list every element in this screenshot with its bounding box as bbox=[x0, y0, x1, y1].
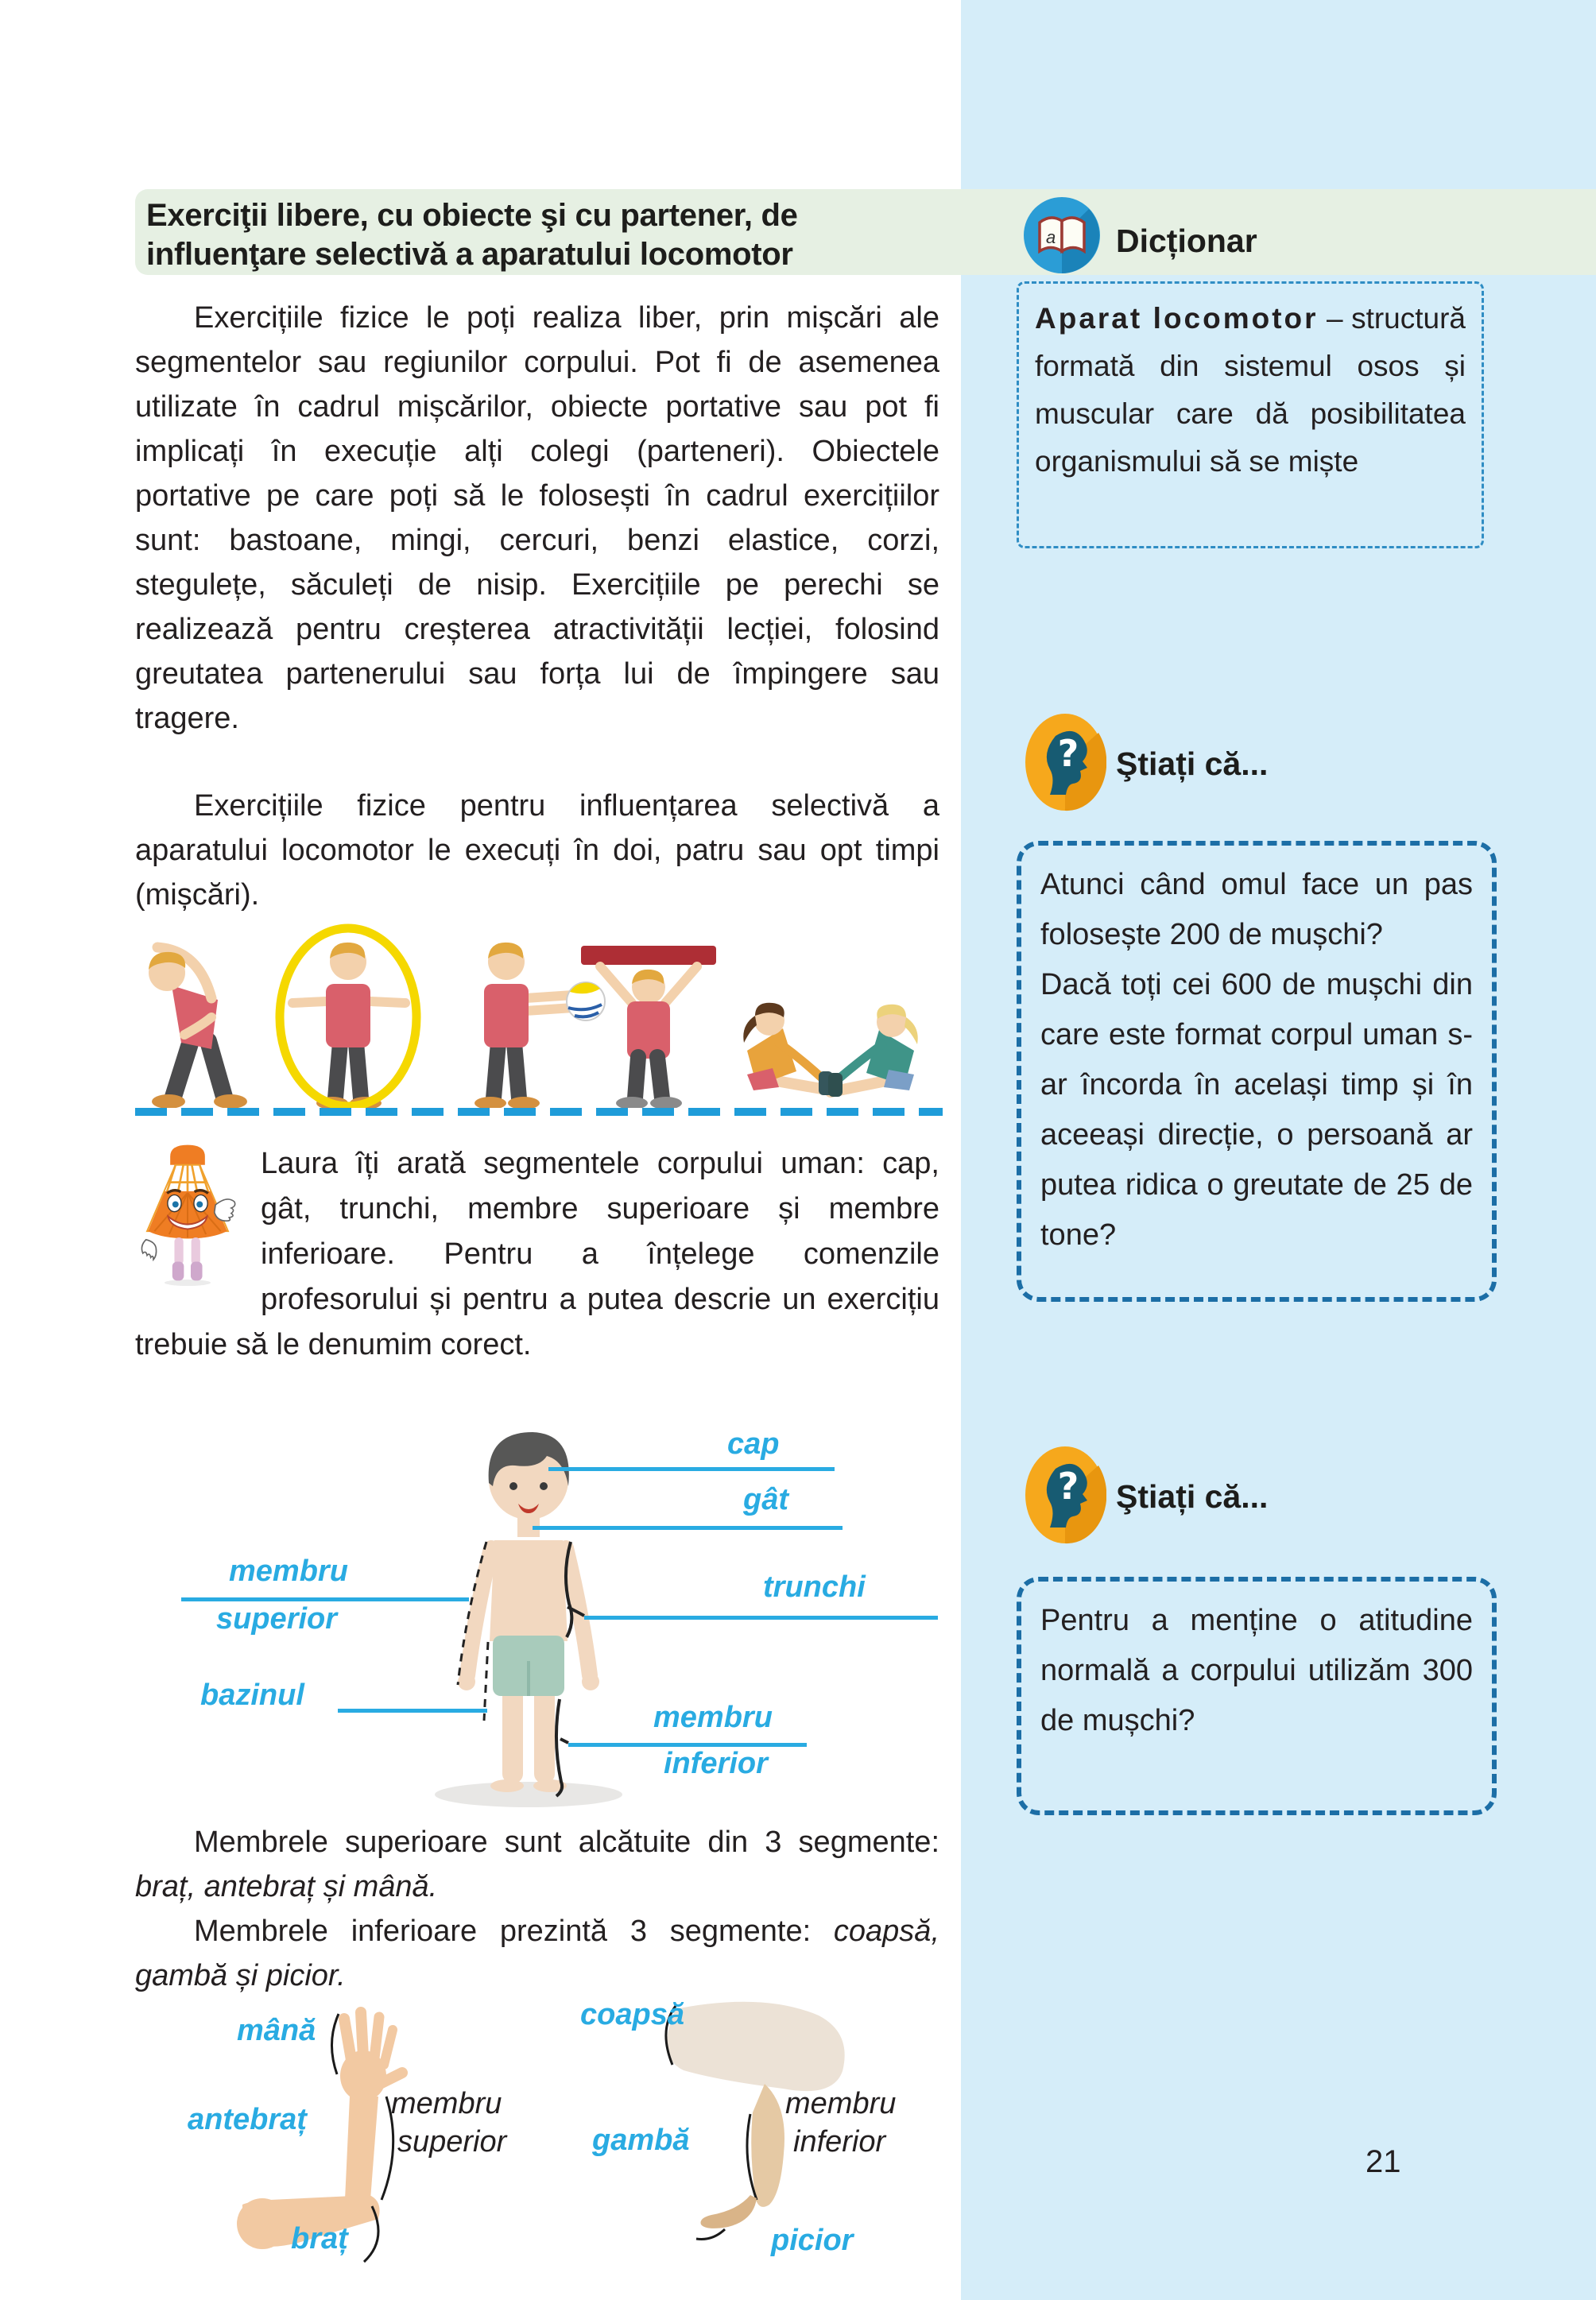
label-membru-superior-2: superior bbox=[216, 1602, 338, 1636]
dashed-ground-line bbox=[135, 1108, 943, 1116]
laura-paragraph: Laura îți arată segmentele corpului uman: cap, gât, trunchi, membre superioare și membre inferioare. Pentru a înțelege comenzile profesorului și pentru a putea descrie un exercițiu trebuie să le denumim corect. bbox=[135, 1147, 939, 1361]
question-mark-glyph: ? bbox=[1057, 732, 1079, 775]
second-paragraph: Exercițiile fizice pentru influențarea selectivă a aparatului locomotor le execuți în doi, patru sau opt timpi (mișcări). bbox=[135, 789, 939, 912]
upper-limbs-paragraph bbox=[135, 1820, 939, 1909]
lower-limbs-text: Membrele inferioare prezintă 3 segmente: bbox=[194, 1915, 812, 1948]
did-you-know-2-box bbox=[1017, 1577, 1497, 1815]
figure-partner-stretch bbox=[743, 1003, 917, 1097]
label-gamba: gambă bbox=[592, 2124, 690, 2157]
icon-letter-a: a bbox=[1046, 227, 1056, 247]
label-bazinul: bazinul bbox=[200, 1679, 304, 1712]
membru-superior-pointer-line bbox=[181, 1597, 469, 1601]
did-you-know-1-fact-1: Atunci când omul face un pas folosește 200 de mușchi? bbox=[1040, 868, 1473, 951]
limb-segments-diagrams bbox=[135, 1998, 946, 2300]
label-mana: mână bbox=[237, 2014, 316, 2047]
lower-limbs-italic: coapsă, gambă și picior. bbox=[135, 1915, 939, 1992]
dictionary-term: Aparat locomotor bbox=[1035, 302, 1319, 335]
dictionary-definition bbox=[1035, 295, 1466, 486]
dictionary-header: Dicționar bbox=[1116, 223, 1257, 259]
gat-pointer-line bbox=[533, 1526, 843, 1530]
cap-pointer-line bbox=[548, 1467, 835, 1471]
question-head-icon bbox=[1024, 712, 1106, 812]
label-leg-inferior: inferior bbox=[793, 2125, 886, 2159]
figure-hoop bbox=[280, 928, 416, 1108]
label-arm-membru: membru bbox=[391, 2087, 502, 2120]
upper-limbs-text: Membrele superioare sunt alcătuite din 3 segmente: bbox=[194, 1826, 939, 1859]
did-you-know-1-fact-2: Dacă toți cei 600 de mușchi din care este format corpul uman s-ar încorda în același timp și în aceeași direcție, o persoană ar putea ridica o greutate de 25 de tone? bbox=[1040, 968, 1473, 1252]
bazinul-pointer-line bbox=[338, 1709, 487, 1713]
did-you-know-2-header: Ştiați că... bbox=[1116, 1478, 1269, 1515]
page-number: 21 bbox=[1366, 2144, 1401, 2179]
laura-block bbox=[135, 1141, 939, 1427]
label-membru-inferior-2: inferior bbox=[664, 1747, 768, 1780]
question-head-icon bbox=[1024, 1445, 1106, 1545]
laura-shuttlecock-mascot bbox=[138, 1143, 237, 1286]
question-mark-glyph: ? bbox=[1057, 1465, 1079, 1508]
limbs-paragraphs bbox=[135, 1820, 939, 1998]
label-trunchi: trunchi bbox=[763, 1570, 866, 1604]
label-cap: cap bbox=[727, 1427, 780, 1461]
label-picior: picior bbox=[771, 2224, 854, 2257]
body-segments-diagram bbox=[135, 1423, 946, 1820]
did-you-know-1-box bbox=[1017, 841, 1497, 1302]
label-coapsa: coapsă bbox=[580, 1998, 684, 2031]
page-title-line-1: Exerciţii libere, cu obiecte şi cu partener, de bbox=[146, 198, 798, 233]
page-title-line-2: influenţare selectivă a aparatului locomotor bbox=[146, 237, 793, 272]
label-antebrat: antebraț bbox=[188, 2103, 307, 2136]
dictionary-definition-text: structură formată din sistemul osos și muscular care dă posibilitatea organismului să se miște bbox=[1035, 302, 1466, 478]
label-membru-inferior-1: membru bbox=[653, 1701, 773, 1734]
intro-paragraph: Exercițiile fizice le poți realiza liber, prin mișcări ale segmentelor sau regiunilor corpului. Pot fi de asemenea utilizate în cadrul mișcărilor, obiecte portative sau pot fi implicați în execuție alți colegi (parteneri). Obiectele portative pe care poți să le folosești în cadrul exercițiilor sunt: bastoane, mingi, cercuri, benzi elastice, corzi, stegulețe, săculeți de nisip. Exercițiile pe perechi se realizează pentru creșterea atractivității lecției, folosind greutatea partenerului sau forța lui de împingere sau tragere. bbox=[135, 301, 939, 735]
label-gat: gât bbox=[743, 1483, 788, 1516]
lower-limbs-paragraph bbox=[135, 1909, 939, 1998]
dictionary-separator: – bbox=[1327, 302, 1343, 335]
did-you-know-2-fact-1: Pentru a menține o atitudine normală a corpului utilizăm 300 de mușchi? bbox=[1040, 1604, 1473, 1737]
figure-bar-lift bbox=[581, 946, 716, 1108]
page-title bbox=[146, 196, 798, 274]
figure-volleyball bbox=[475, 943, 605, 1108]
dictionary-box bbox=[1017, 281, 1484, 548]
trunchi-pointer-line bbox=[584, 1616, 938, 1620]
upper-limbs-italic: braț, antebraț și mână. bbox=[135, 1870, 438, 1903]
figure-side-bend bbox=[149, 947, 247, 1108]
kids-exercising-illustration bbox=[135, 923, 943, 1108]
label-membru-superior-1: membru bbox=[229, 1555, 348, 1588]
label-brat: braț bbox=[291, 2222, 348, 2255]
dictionary-book-icon bbox=[1022, 194, 1102, 277]
did-you-know-1-header: Ştiați că... bbox=[1116, 745, 1269, 782]
label-arm-superior: superior bbox=[397, 2125, 507, 2159]
label-leg-membru: membru bbox=[785, 2087, 897, 2120]
